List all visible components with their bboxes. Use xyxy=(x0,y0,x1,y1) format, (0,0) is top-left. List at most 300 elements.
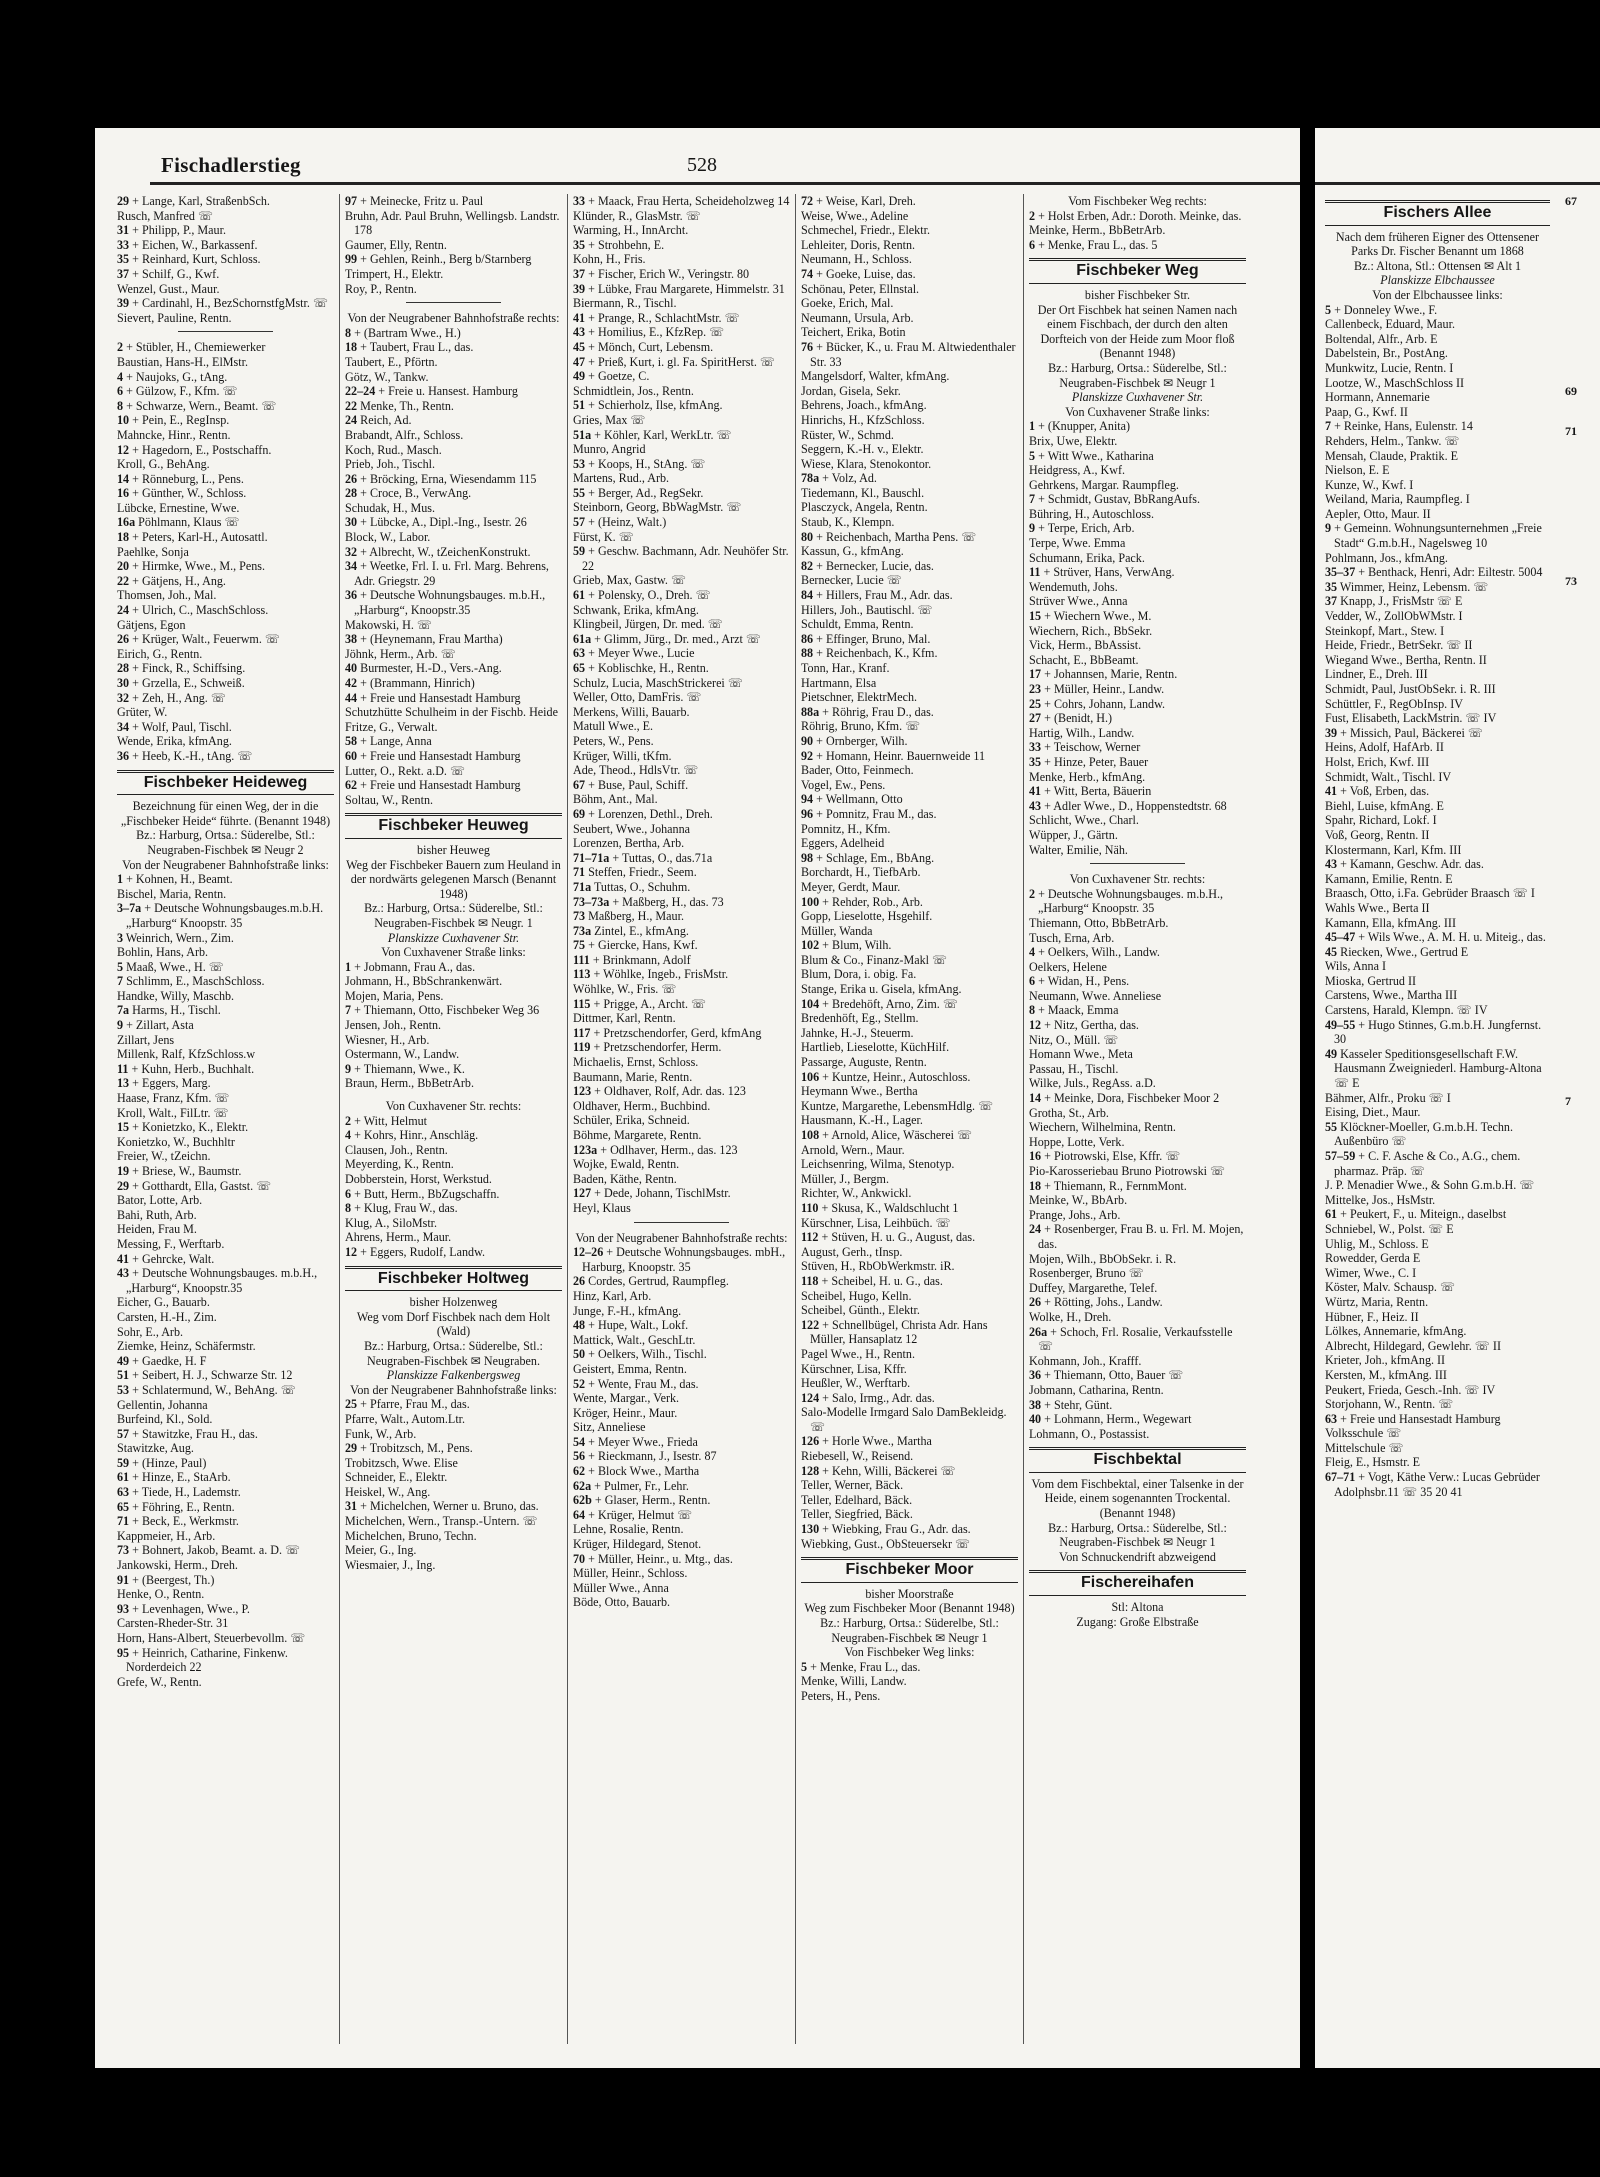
house-number: 71 xyxy=(573,865,586,880)
house-number: 36 xyxy=(1029,1368,1042,1383)
directory-entry xyxy=(1029,1281,1246,1296)
street-note: Vom Fischbeker Weg rechts: xyxy=(1068,194,1207,208)
directory-entry xyxy=(1029,507,1246,522)
resident-text: + Köhler, Karl, WerkLtr. ☏ xyxy=(594,427,732,442)
plan-sketch-note: Planskizze Falkenbergsweg xyxy=(386,1368,521,1383)
directory-entry xyxy=(345,778,562,793)
directory-entry xyxy=(573,515,790,530)
resident-text: + Butt, Herm., BbZugschaffn. xyxy=(354,1186,500,1201)
directory-entry xyxy=(801,573,1018,588)
directory-entry xyxy=(1325,1397,1550,1412)
house-number: 41 xyxy=(1325,784,1338,799)
resident-text: + Lohmann, Herm., Wegewart xyxy=(1044,1412,1192,1427)
directory-entry xyxy=(1029,609,1246,624)
house-number: 73–73a xyxy=(573,894,610,909)
resident-text: Eggers, Adelheid xyxy=(801,836,885,851)
street-note: Von der Neugrabener Bahnhofstraße links: xyxy=(350,1382,557,1397)
directory-entry xyxy=(573,209,790,224)
resident-text: Pomnitz, H., Kfm. xyxy=(801,821,891,836)
resident-text: Fritze, G., Verwalt. xyxy=(345,719,438,734)
directory-entry xyxy=(801,1274,1018,1289)
directory-entry xyxy=(573,573,790,588)
directory-entry xyxy=(801,223,1018,238)
resident-text: Schneider, E., Elektr. xyxy=(345,1470,448,1485)
house-number: 4 xyxy=(345,1128,352,1143)
house-number: 122 xyxy=(801,1317,820,1332)
house-number: 59 xyxy=(573,544,586,559)
house-number: 94 xyxy=(801,792,814,807)
directory-entry xyxy=(345,1114,562,1129)
directory-entry xyxy=(801,1128,1018,1143)
directory-entry xyxy=(117,1543,334,1558)
street-note: Vom dem Fischbektal, einer Talsenke in der Heide, einem sogenannten Trockental. (Benannt 1948) xyxy=(1031,1476,1244,1521)
directory-entry xyxy=(117,1222,334,1237)
directory-entry xyxy=(1029,1208,1246,1223)
house-number: 14 xyxy=(1029,1091,1042,1106)
street-note: Nach dem früheren Eigner des Ottensener Parks Dr. Fischer Benannt um 1868 xyxy=(1335,229,1540,259)
resident-text: Jöhnk, Herm., Arb. ☏ xyxy=(345,646,456,661)
house-number: 16 xyxy=(1029,1149,1042,1164)
house-number: 24 xyxy=(345,413,358,428)
adjacent-column xyxy=(1325,194,1550,2054)
directory-entry xyxy=(801,384,1018,399)
directory-entry xyxy=(345,428,562,443)
directory-entry xyxy=(801,967,1018,982)
house-number: 37 xyxy=(117,266,130,281)
resident-text: + Effinger, Bruno, Mal. xyxy=(816,631,931,646)
directory-entry xyxy=(573,282,790,297)
resident-text: + Gehrcke, Walt. xyxy=(132,1251,215,1266)
directory-entry xyxy=(345,1456,562,1471)
directory-entry xyxy=(1029,1252,1246,1267)
resident-text: Pohlmann, Jos., kfmAng. xyxy=(1325,550,1448,565)
directory-entry xyxy=(345,1412,562,1427)
resident-text: Gaumer, Elly, Rentn. xyxy=(345,237,447,252)
street-note: bisher Heuweg xyxy=(417,842,490,857)
house-number: 100 xyxy=(801,894,820,909)
house-number: 73a xyxy=(573,923,592,938)
resident-text: Lehleiter, Doris, Rentn. xyxy=(801,237,916,252)
directory-entry xyxy=(1029,463,1246,478)
house-number: 49 xyxy=(573,369,586,384)
directory-entry xyxy=(573,924,790,939)
directory-entry xyxy=(117,1529,334,1544)
resident-text: + Weetke, Frl. I. u. Frl. Marg. Behrens, Adr. Griegstr. 29 xyxy=(354,559,549,588)
resident-text: Behrens, Joach., kfmAng. xyxy=(801,398,927,413)
resident-text: Heyl, Klaus xyxy=(573,1200,631,1215)
directory-entry xyxy=(801,1216,1018,1231)
resident-text: Klostermann, Karl, Kfm. III xyxy=(1325,842,1462,857)
house-number: 51 xyxy=(117,1368,130,1383)
resident-text: + Bücker, K., u. Frau M. Altwiedenthaler Str. 33 xyxy=(810,339,1016,369)
directory-entry xyxy=(345,252,562,267)
resident-text: Michelchen, Wern., Transp.-Untern. ☏ xyxy=(345,1514,538,1529)
street-note: Von Cuxhavener Straße links: xyxy=(381,945,526,960)
house-number: 110 xyxy=(801,1200,819,1215)
directory-entry xyxy=(1029,726,1246,741)
directory-entry xyxy=(801,1318,1018,1347)
resident-text: + Croce, B., VerwAng. xyxy=(360,486,472,501)
resident-text: Thiemann, Otto, BbBetrArb. xyxy=(1029,915,1169,930)
directory-entry xyxy=(1029,813,1246,828)
directory-entry xyxy=(117,632,334,647)
house-number: 20 xyxy=(117,559,130,574)
directory-entry xyxy=(801,661,1018,676)
resident-text: Eicher, G., Bauarb. xyxy=(117,1295,210,1310)
resident-text: Blum, Dora, i. obig. Fa. xyxy=(801,967,917,982)
directory-entry xyxy=(1325,653,1550,668)
house-number: 44 xyxy=(345,690,358,705)
directory-entry xyxy=(801,1040,1018,1055)
house-number: 8 xyxy=(345,1201,352,1216)
header-rule xyxy=(1315,182,1600,185)
directory-entry xyxy=(573,471,790,486)
house-number: 37 xyxy=(573,266,586,281)
house-number: 57 xyxy=(573,515,586,530)
resident-text: Wende, Erika, kfmAng. xyxy=(117,734,232,749)
resident-text: + Deutsche Wohnungsbauges. m.b.H., „Harburg“, Knoopstr.35 xyxy=(354,588,546,618)
directory-entry xyxy=(1325,886,1550,901)
directory-entry xyxy=(117,355,334,370)
directory-entry xyxy=(345,734,562,749)
resident-text: + Pein, E., RegInsp. xyxy=(132,413,230,428)
resident-text: Bühring, H., Autoschloss. xyxy=(1029,506,1154,521)
resident-text: Schlimm, E., MaschSchloss. xyxy=(126,974,265,989)
column-2 xyxy=(345,194,562,2054)
plan-sketch-note: Planskizze Cuxhavener Str. xyxy=(387,930,520,945)
resident-text: + Witt, Helmut xyxy=(354,1113,428,1128)
resident-text: Gries, Max ☏ xyxy=(573,412,646,427)
resident-text: Makowski, H. ☏ xyxy=(345,617,433,632)
resident-text: Weller, Otto, DamFris. ☏ xyxy=(573,690,702,705)
directory-entry xyxy=(573,442,790,457)
directory-entry xyxy=(345,1485,562,1500)
resident-text: + Reinhard, Kurt, Schloss. xyxy=(132,252,261,267)
directory-entry xyxy=(1325,1339,1550,1354)
page-header xyxy=(95,128,1300,186)
directory-entry xyxy=(345,749,562,764)
directory-entry xyxy=(573,1070,790,1085)
house-number: 51a xyxy=(573,427,592,442)
house-number: 36 xyxy=(117,748,130,763)
directory-entry xyxy=(1029,974,1246,989)
resident-text: Schuldt, Emma, Rentn. xyxy=(801,617,914,632)
house-number: 55 xyxy=(1325,1119,1338,1134)
house-number: 9 xyxy=(117,1018,124,1033)
resident-text: Burmester, H.-D., Vers.-Ang. xyxy=(360,661,502,676)
resident-text: Stawitzke, Aug. xyxy=(117,1441,194,1456)
directory-entry xyxy=(801,1186,1018,1201)
resident-text: + Seibert, H. J., Schwarze Str. 12 xyxy=(132,1368,293,1383)
directory-entry xyxy=(573,340,790,355)
resident-text: + Hillers, Frau M., Adr. das. xyxy=(816,588,953,603)
resident-text: Duffey, Margarethe, Telef. xyxy=(1029,1280,1158,1295)
resident-text: + Menke, Frau L., das. xyxy=(810,1659,921,1674)
street-note: Von Schnuckendrift abzweigend xyxy=(1059,1549,1216,1564)
resident-text: Krüger, Willi, tKfm. xyxy=(573,748,672,763)
directory-entry xyxy=(573,705,790,720)
resident-text: Schutzhütte Schulheim in der Fischb. Heide xyxy=(345,705,558,720)
resident-text: Vogel, Ew., Pens. xyxy=(801,777,886,792)
directory-entry xyxy=(1029,1412,1246,1427)
house-number: 51 xyxy=(573,398,586,413)
resident-text: + Schlage, Em., BbAng. xyxy=(816,850,935,865)
directory-entry xyxy=(801,471,1018,486)
house-number: 8 xyxy=(1029,1003,1036,1018)
directory-entry xyxy=(117,901,334,930)
house-number: 7 xyxy=(1029,492,1036,507)
directory-entry xyxy=(117,1135,334,1150)
directory-entry xyxy=(573,1537,790,1552)
directory-entry xyxy=(1325,1207,1550,1222)
directory-entry xyxy=(117,960,334,975)
resident-text: Lölkes, Annemarie, kfmAng. xyxy=(1325,1324,1467,1339)
resident-text: + Schierholz, Ilse, kfmAng. xyxy=(588,398,723,413)
directory-entry xyxy=(1325,419,1550,434)
directory-entry xyxy=(345,443,562,458)
house-number: 93 xyxy=(117,1601,130,1616)
resident-text: Kroll, G., BehAng. xyxy=(117,457,210,472)
directory-entry xyxy=(117,457,334,472)
directory-entry xyxy=(573,1113,790,1128)
house-number: 8 xyxy=(117,398,124,413)
house-number: 130 xyxy=(801,1522,820,1537)
directory-entry xyxy=(345,1003,562,1018)
directory-entry xyxy=(1325,857,1550,872)
resident-text: + Thiemann, R., FernmMont. xyxy=(1044,1178,1187,1193)
house-number: 6 xyxy=(345,1186,352,1201)
resident-text: + Kohnen, H., Beamt. xyxy=(126,872,233,887)
resident-text: + Röhrig, Frau D., das. xyxy=(822,704,934,719)
directory-entry xyxy=(117,872,334,887)
directory-entry xyxy=(117,676,334,691)
directory-entry xyxy=(117,443,334,458)
house-number: 41 xyxy=(1029,784,1042,799)
directory-entry xyxy=(345,486,562,501)
resident-text: + Goetze, C. xyxy=(588,369,650,384)
directory-entry xyxy=(117,399,334,414)
directory-entry xyxy=(345,1514,562,1529)
directory-entry xyxy=(117,1368,334,1383)
resident-text: Lehne, Rosalie, Rentn. xyxy=(573,1522,684,1537)
resident-text: Bohlin, Hans, Arb. xyxy=(117,945,209,960)
resident-text: Pöhlmann, Klaus ☏ xyxy=(138,515,240,530)
resident-text: Trimpert, H., Elektr. xyxy=(345,266,444,281)
resident-text: Wolke, H., Dreh. xyxy=(1029,1309,1112,1324)
resident-text: + Kuhn, Herb., Buchhalt. xyxy=(131,1061,255,1076)
directory-entry xyxy=(1029,697,1246,712)
directory-entry xyxy=(1029,223,1246,238)
directory-entry xyxy=(573,967,790,982)
street-note: Von der Neugrabener Bahnhofstraße rechts: xyxy=(347,311,560,326)
resident-text: Schlicht, Wwe., Charl. xyxy=(1029,813,1139,828)
resident-text: Aepler, Otto, Maur. II xyxy=(1325,506,1431,521)
resident-text: Sievert, Pauline, Rentn. xyxy=(117,310,232,325)
directory-entry xyxy=(1029,1135,1246,1150)
house-number: 86 xyxy=(801,631,814,646)
resident-text: Krieter, Joh., kfmAng. II xyxy=(1325,1353,1446,1368)
directory-entry xyxy=(573,544,790,573)
resident-text: Warming, H., InnArcht. xyxy=(573,223,689,238)
house-number: 82 xyxy=(801,558,814,573)
resident-text: + (Heinz, Walt.) xyxy=(588,515,667,530)
resident-text: + Naujoks, G., tAng. xyxy=(126,369,228,384)
resident-text: Prieb, Joh., Tischl. xyxy=(345,457,436,472)
directory-entry xyxy=(801,924,1018,939)
resident-text: Strüver Wwe., Anna xyxy=(1029,594,1128,609)
resident-text: Grotha, St., Arb. xyxy=(1029,1105,1109,1120)
directory-entry xyxy=(345,1216,562,1231)
resident-text: + Thiemann, Otto, Fischbeker Weg 36 xyxy=(354,1003,540,1018)
resident-text: + Gülzow, F., Kfm. ☏ xyxy=(126,384,238,399)
resident-text: Heiskel, W., Ang. xyxy=(345,1484,431,1499)
directory-entry xyxy=(801,676,1018,691)
resident-text: Weiland, Maria, Raumpfleg. I xyxy=(1325,492,1470,507)
directory-entry xyxy=(117,1091,334,1106)
resident-text: + Maack, Frau Herta, Scheideholzweg 14 xyxy=(588,194,790,208)
resident-text: + Schnellbügel, Christa Adr. Hans Müller, Hansaplatz 12 xyxy=(810,1317,988,1347)
street-note: Weg zum Fischbeker Moor (Benannt 1948) xyxy=(804,1601,1015,1616)
directory-entry xyxy=(573,982,790,997)
resident-text: + Deutsche Wohnungsbauges.m.b.H. „Harburg“ Knoopstr. 35 xyxy=(126,901,324,930)
directory-entry xyxy=(1325,1149,1550,1178)
directory-entry xyxy=(1325,682,1550,697)
resident-text: Tuttas, O., Schuhm. xyxy=(593,879,691,894)
directory-entry xyxy=(345,632,562,647)
resident-text: Wiesmaier, J., Ing. xyxy=(345,1557,436,1572)
directory-entry xyxy=(1325,1120,1550,1149)
resident-text: Goeke, Erich, Mal. xyxy=(801,296,894,311)
directory-entry xyxy=(1325,770,1550,785)
house-number: 62 xyxy=(573,1464,586,1479)
resident-text: + Wiechern Wwe., M. xyxy=(1044,609,1152,624)
resident-text: Kohn, H., Fris. xyxy=(573,252,646,267)
resident-text: Holst, Erich, Kwf. III xyxy=(1325,754,1430,769)
directory-entry xyxy=(117,340,334,355)
directory-entry xyxy=(801,646,1018,661)
house-number: 49–55 xyxy=(1325,1017,1356,1032)
house-number: 35 xyxy=(117,252,130,267)
directory-entry xyxy=(345,413,562,428)
directory-entry xyxy=(801,1689,1018,1704)
house-number: 14 xyxy=(117,471,130,486)
resident-text: + Reichenbach, Martha Pens. ☏ xyxy=(816,529,977,544)
resident-text: Bruhn, Adr. Paul Bruhn, Wellingsb. Landstr. 178 xyxy=(345,208,560,238)
house-number: 22–24 xyxy=(345,384,376,399)
street-note: Von der Elbchaussee links: xyxy=(1372,287,1503,302)
resident-text: Cordes, Gertrud, Raumpfleg. xyxy=(588,1274,729,1289)
directory-entry xyxy=(573,325,790,340)
house-number: 56 xyxy=(573,1449,586,1464)
resident-text: + Levenhagen, Wwe., P. xyxy=(132,1601,250,1616)
resident-text: + Kamann, Geschw. Adr. das. xyxy=(1340,857,1484,872)
resident-text: Kassun, G., kfmAng. xyxy=(801,544,904,559)
directory-entry xyxy=(573,1201,790,1216)
resident-text: Passau, H., Tischl. xyxy=(1029,1061,1119,1076)
resident-text: Schulz, Lucia, MaschStrickerei ☏ xyxy=(573,675,743,690)
directory-entry xyxy=(573,1522,790,1537)
resident-text: Eising, Diet., Maur. xyxy=(1325,1105,1421,1120)
resident-text: Jordan, Gisela, Sekr. xyxy=(801,383,901,398)
resident-text: + Witt, Berta, Bäuerin xyxy=(1044,784,1152,799)
directory-entry xyxy=(345,1076,562,1091)
house-number: 5 xyxy=(801,1659,808,1674)
house-number: 62b xyxy=(573,1493,592,1508)
resident-text: Millenk, Ralf, KfzSchloss.w xyxy=(117,1047,256,1062)
directory-entry xyxy=(573,895,790,910)
resident-text: Handke, Willy, Maschb. xyxy=(117,988,235,1003)
resident-text: Kamann, Emilie, Rentn. E xyxy=(1325,871,1453,886)
directory-entry xyxy=(117,1616,334,1631)
resident-text: Paehlke, Sonja xyxy=(117,544,189,559)
resident-text: Teller, Edelhard, Bäck. xyxy=(801,1492,913,1507)
resident-text: Mittelschule ☏ xyxy=(1325,1440,1404,1455)
resident-text: + (Brammann, Hinrich) xyxy=(360,676,475,690)
house-number: 31 xyxy=(117,223,130,238)
directory-entry xyxy=(1029,916,1246,931)
directory-entry xyxy=(345,1172,562,1187)
resident-text: Mioska, Gertrud II xyxy=(1325,973,1417,988)
directory-entry xyxy=(573,851,790,866)
resident-text: Wimer, Wwe., C. I xyxy=(1325,1265,1417,1280)
directory-entry xyxy=(1325,828,1550,843)
directory-entry xyxy=(573,1420,790,1435)
resident-text: Biermann, R., Tischl. xyxy=(573,296,677,311)
directory-entry xyxy=(1029,1398,1246,1413)
house-number: 26 xyxy=(1029,1295,1042,1310)
resident-text: Wiesner, H., Arb. xyxy=(345,1032,430,1047)
directory-entry xyxy=(117,1193,334,1208)
directory-entry xyxy=(117,252,334,267)
directory-entry xyxy=(801,822,1018,837)
column-4 xyxy=(801,194,1018,2054)
house-number: 18 xyxy=(1029,1178,1042,1193)
directory-entry xyxy=(1029,594,1246,609)
resident-text: + Freie und Hansestadt Hamburg xyxy=(360,778,521,793)
house-number: 57 xyxy=(117,1426,130,1441)
resident-text: + Berger, Ad., RegSekr. xyxy=(588,485,704,500)
resident-text: Menke, Willi, Landw. xyxy=(801,1674,907,1689)
house-number: 119 xyxy=(573,1040,591,1055)
house-number: 74 xyxy=(801,266,814,281)
directory-entry xyxy=(117,691,334,706)
resident-text: Riecken, Wwe., Gertrud E xyxy=(1340,944,1469,959)
resident-text: Schönau, Peter, Ellnstal. xyxy=(801,281,920,296)
directory-entry xyxy=(801,778,1018,793)
resident-text: Borchardt, H., TiefbArb. xyxy=(801,865,921,880)
directory-entry xyxy=(117,1383,334,1398)
resident-text: + Hinze, Peter, Bauer xyxy=(1044,754,1149,769)
house-number: 1 xyxy=(345,959,352,974)
directory-entry xyxy=(117,223,334,238)
directory-entry xyxy=(117,1106,334,1121)
house-number: 63 xyxy=(117,1485,130,1500)
directory-entry xyxy=(1325,521,1550,550)
directory-entry xyxy=(1029,784,1246,799)
directory-entry xyxy=(117,530,334,545)
resident-text: + Lübke, Frau Margarete, Himmelstr. 31 xyxy=(588,281,785,296)
resident-text: Heide, Friedr., BetrSekr. ☏ II xyxy=(1325,638,1473,653)
resident-text: Dabelstein, Br., PostAng. xyxy=(1325,346,1448,361)
directory-entry xyxy=(801,1201,1018,1216)
house-number: 5 xyxy=(1325,302,1332,317)
resident-text: + Rosenberger, Frau B. u. Frl. M. Mojen, das. xyxy=(1038,1222,1244,1251)
directory-entry xyxy=(1325,1091,1550,1106)
directory-entry xyxy=(117,384,334,399)
directory-entry xyxy=(117,1033,334,1048)
resident-text: + Glaser, Herm., Rentn. xyxy=(594,1493,711,1508)
resident-text: Baustian, Hans-H., ElMstr. xyxy=(117,354,249,369)
